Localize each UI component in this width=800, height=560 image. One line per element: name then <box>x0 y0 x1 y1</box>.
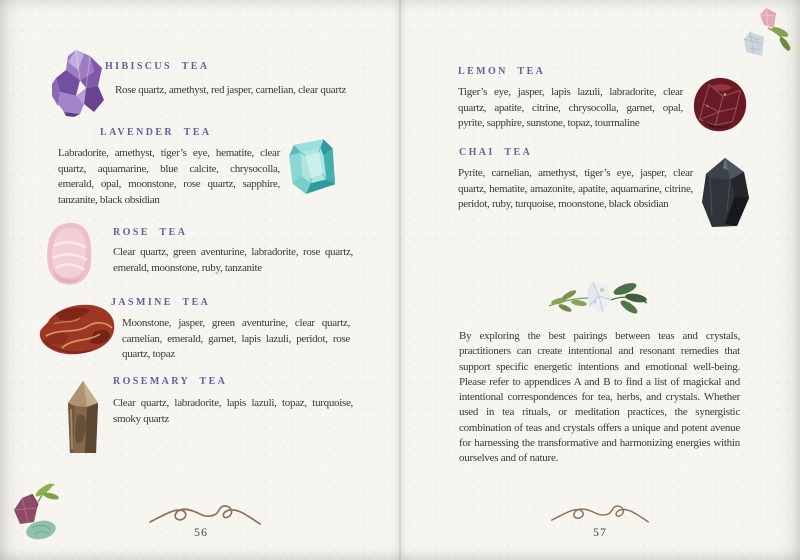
smoky-quartz-illustration <box>61 379 106 458</box>
closing-paragraph: By exploring the best pairings between teas and crystals, practitioners can create intentional and resonant remedies that support specific energetic intentions and emotional well-being. Please refer to appendices A and B to find a list of magickal and intentional correspondences for tea, herbs, and crystals. Whether used in tea rituals, or meditation practices, the synergistic combination of teas and crystals offers a unique and potent avenue for harnessing the transformative and harmonizing energies within ourselves and of nature. <box>459 330 740 465</box>
flourish-right <box>550 502 650 526</box>
corner-gems-leaves-illustration <box>10 480 62 542</box>
divider-crystal-leaves-illustration <box>545 276 649 318</box>
book-spine <box>392 0 408 560</box>
page-number-left: 56 <box>194 525 208 539</box>
crystal-list-jasmine: Moonstone, jasper, green aventurine, clear quartz, carnelian, emerald, garnet, lapis lazuli, peridot, rose quartz, topaz <box>122 317 350 360</box>
flourish-left <box>148 504 262 526</box>
amethyst-cluster-illustration <box>50 46 108 118</box>
rose-quartz-illustration <box>44 220 96 288</box>
aquamarine-gem-illustration <box>283 137 341 201</box>
heading-lemon-tea: LEMON TEA <box>458 66 546 77</box>
crystal-list-chai: Pyrite, carnelian, amethyst, tiger’s eye, jasper, clear quartz, hematite, amazonite, apatite, aquamarine, citrine, peridot, ruby, turquoise, moonstone, black obsidian <box>458 167 693 210</box>
heading-chai-tea: CHAI TEA <box>459 147 533 158</box>
heading-rose-tea: ROSE TEA <box>113 227 188 238</box>
crystal-list-lemon: Tiger’s eye, jasper, lapis lazuli, labradorite, clear quartz, apatite, citrine, chrysocolla, garnet, opal, pyrite, sapphire, sunstone, topaz, tourmaline <box>458 86 683 129</box>
corner-crystals-leaves-illustration <box>738 6 793 64</box>
black-obsidian-illustration <box>697 156 753 230</box>
red-jasper-illustration <box>36 300 118 358</box>
heading-lavender-tea: LAVENDER TEA <box>100 127 212 138</box>
crystal-list-lavender: Labradorite, amethyst, tiger’s eye, hematite, clear quartz, aquamarine, blue calcite, chrysocolla, emerald, opal, moonstone, rose quartz, sapphire, tanzanite, black obsidian <box>58 147 280 206</box>
crystal-list-hibiscus: Rose quartz, amethyst, red jasper, carnelian, clear quartz <box>115 84 347 96</box>
garnet-illustration <box>690 74 750 136</box>
crystal-list-rosemary: Clear quartz, labradorite, lapis lazuli, topaz, turquoise, smoky quartz <box>113 397 353 425</box>
heading-hibiscus-tea: HIBISCUS TEA <box>105 61 210 72</box>
heading-jasmine-tea: JASMINE TEA <box>111 297 211 308</box>
crystal-list-rose: Clear quartz, green aventurine, labradorite, rose quartz, emerald, moonstone, ruby, tanzanite <box>113 246 353 274</box>
heading-rosemary-tea: ROSEMARY TEA <box>113 376 228 387</box>
page-number-right: 57 <box>593 525 607 539</box>
